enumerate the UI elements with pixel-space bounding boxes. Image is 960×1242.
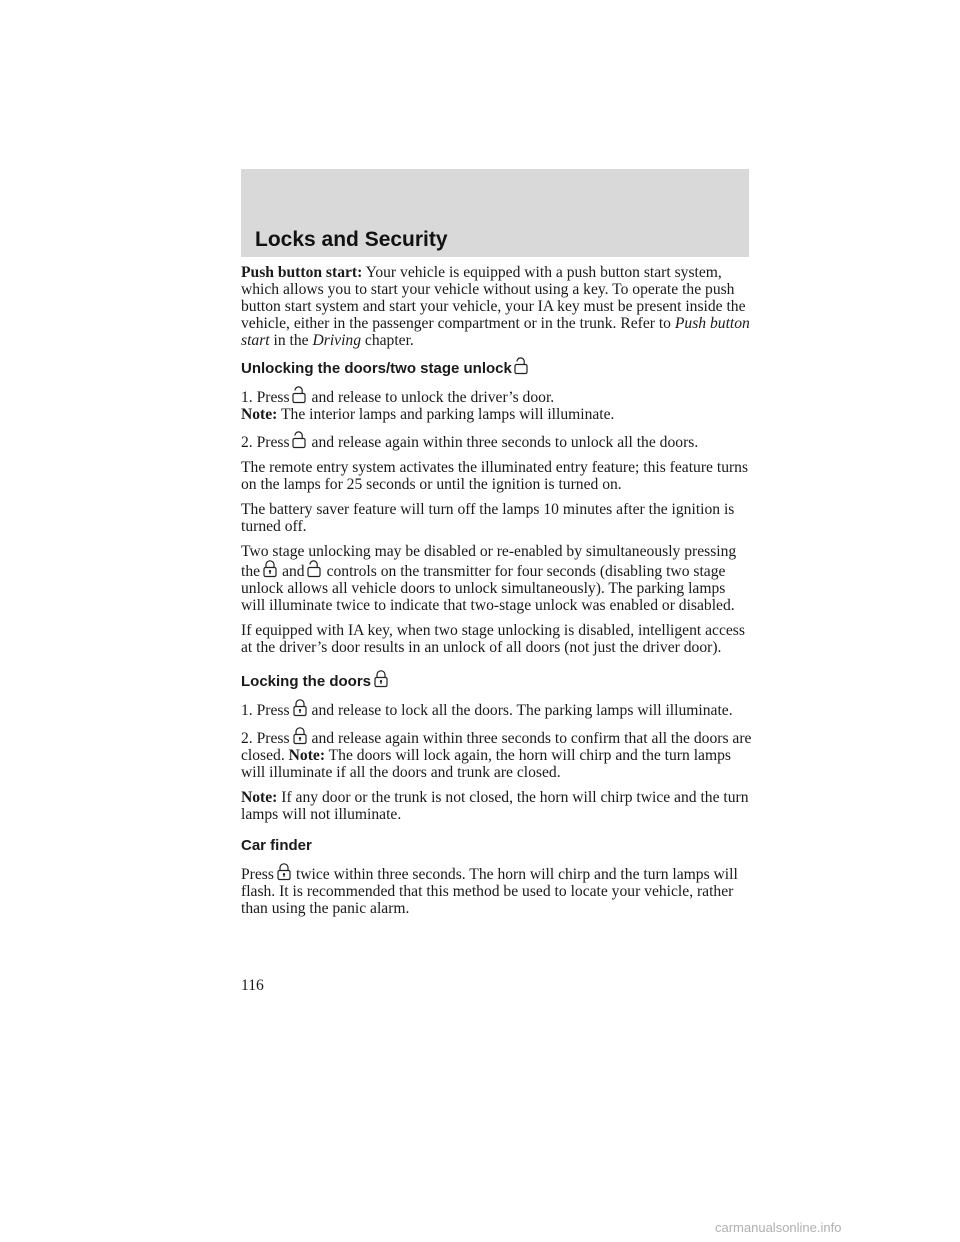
unlock-step-1-prefix: 1. Press — [241, 389, 290, 406]
lock-step-2 — [241, 727, 753, 781]
push-button-label: Push button start: — [241, 264, 363, 281]
lock-step-1-text: and release to lock all the doors. The parking lamps will illuminate. — [311, 702, 733, 719]
lock-step-1 — [241, 699, 753, 719]
push-button-ref: Push button start — [241, 315, 750, 349]
padlock-open-icon — [513, 357, 531, 375]
unlock-step-2-prefix: 2. Press — [241, 434, 290, 451]
padlock-open-icon — [306, 560, 324, 578]
padlock-open-icon — [291, 386, 309, 404]
driving-chapter-ref: Driving — [312, 332, 362, 349]
padlock-closed-icon — [261, 560, 279, 578]
lock-note-paragraph — [241, 789, 753, 823]
unlock-note-text: The interior lamps and parking lamps will illuminate. — [277, 406, 615, 423]
note-label: Note: — [288, 747, 326, 764]
two-stage-text-b: controls on the transmitter for four seconds (disabling two stage unlock allows all vehicle doors to unlock simultaneously). The parking lamps will illuminate twice to indicate that two-stage unlock was enabled or disabled. — [241, 563, 735, 614]
unlock-step-1 — [241, 386, 753, 423]
car-finder-text: twice within three seconds. The horn will chirp and the turn lamps will flash. It is recommended that this method be used to locate your vehicle, rather than using the panic alarm. — [241, 866, 738, 917]
battery-saver-paragraph: The battery saver feature will turn off the lamps 10 minutes after the ignition is turned off. — [241, 501, 735, 535]
lock-heading-text: Locking the doors — [241, 673, 372, 690]
section-title: Locks and Security — [255, 228, 448, 251]
car-finder-prefix: Press — [241, 866, 274, 883]
page-number: 116 — [241, 977, 264, 994]
unlock-heading — [241, 357, 753, 378]
push-button-paragraph — [241, 264, 753, 349]
note-label: Note: — [241, 789, 278, 806]
unlock-step-1-text: and release to unlock the driver’s door. — [311, 389, 555, 406]
car-finder-heading: Car finder — [241, 837, 312, 854]
padlock-closed-icon — [291, 699, 309, 717]
push-button-text-2: in the — [269, 332, 313, 349]
unlock-step-2-text: and release again within three seconds to unlock all the doors. — [311, 434, 699, 451]
push-button-text: Your vehicle is equipped with a push button start system, which allows you to start your vehicle without using a key. To operate the push button start system and start your vehicle, your IA key must be present inside the vehicle, either in the passenger compartment or in the trunk. Refer to — [241, 264, 746, 332]
section-header-band — [241, 169, 749, 257]
note-label: Note: — [241, 406, 278, 423]
two-stage-and: and — [282, 563, 305, 580]
padlock-closed-icon — [291, 727, 309, 745]
remote-entry-paragraph: The remote entry system activates the illuminated entry feature; this feature turns on the lamps for 25 seconds or until the ignition is turned on. — [241, 459, 749, 493]
push-button-text-3: chapter. — [361, 332, 414, 349]
padlock-closed-icon — [372, 670, 390, 688]
lock-step-2-text: and release again within three seconds to confirm that all the doors are closed. — [241, 730, 752, 764]
unlock-heading-text: Unlocking the doors/two stage unlock — [241, 360, 512, 377]
lock-note-text: The doors will lock again, the horn will chirp and the turn lamps will illuminate if all the doors and trunk are closed. — [241, 747, 731, 781]
lock-note-2-text: If any door or the trunk is not closed, the horn will chirp twice and the turn lamps will not illuminate. — [241, 789, 749, 823]
lock-heading — [241, 670, 753, 691]
car-finder-paragraph — [241, 863, 753, 917]
two-stage-paragraph — [241, 543, 753, 614]
lock-step-2-prefix: 2. Press — [241, 730, 290, 747]
ia-key-paragraph: If equipped with IA key, when two stage unlocking is disabled, intelligent access at the driver’s door results in an unlock of all doors (not just the driver door). — [241, 622, 745, 656]
unlock-step-2 — [241, 431, 753, 451]
page-content — [241, 264, 753, 925]
padlock-closed-icon — [275, 863, 293, 881]
padlock-open-icon — [291, 431, 309, 449]
watermark: carmanualsonline.info — [715, 1220, 842, 1235]
lock-step-1-prefix: 1. Press — [241, 702, 290, 719]
two-stage-text-a: Two stage unlocking may be disabled or re-enabled by simultaneously pressing the — [241, 543, 737, 580]
